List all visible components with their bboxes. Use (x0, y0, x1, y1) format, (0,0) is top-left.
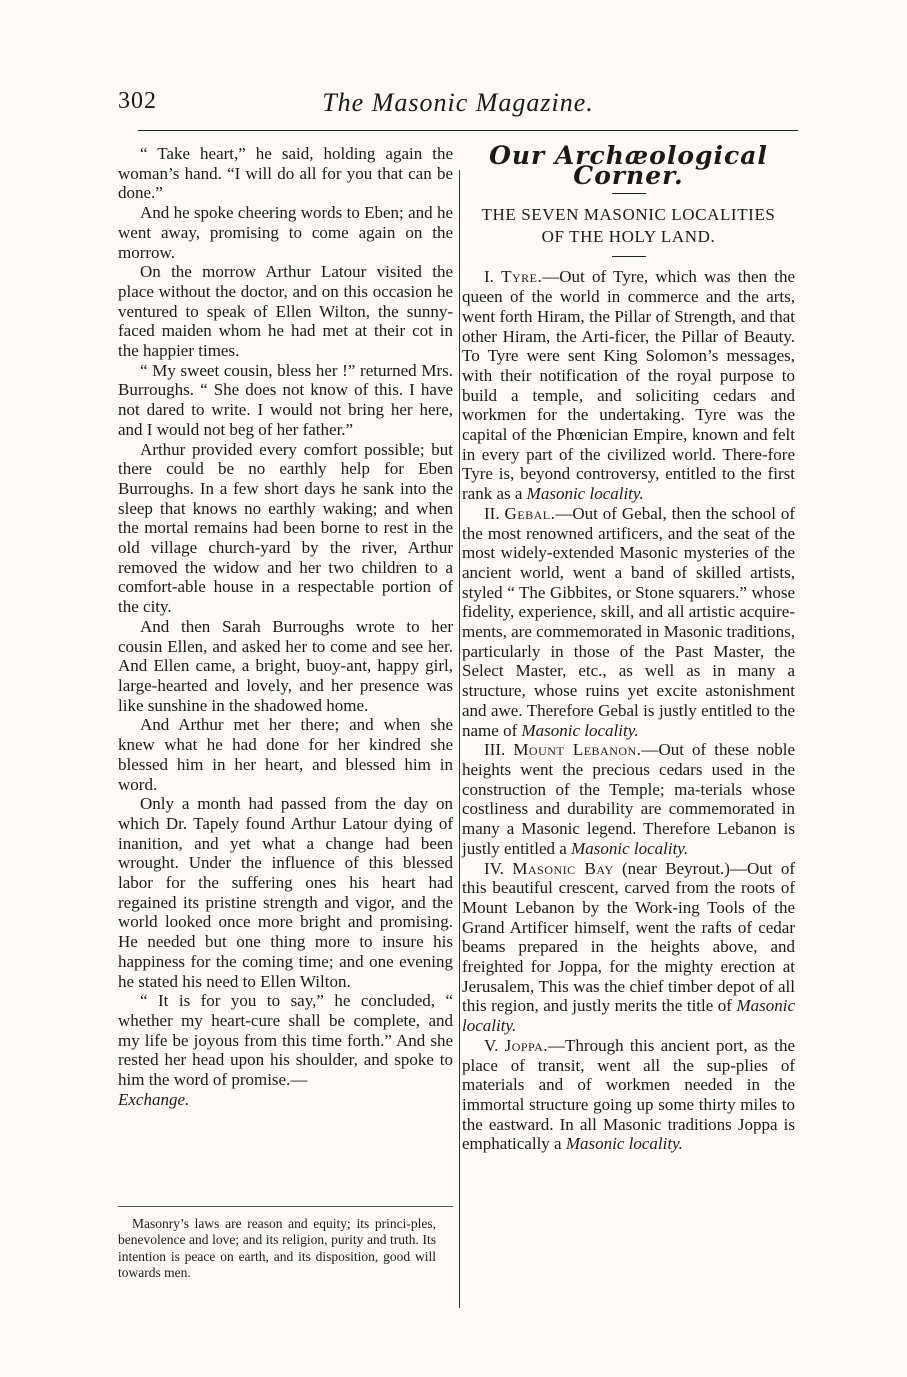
footnote-rule (118, 1206, 453, 1207)
locality-item: III. Mount Lebanon.—Out of these noble heights went the precious cedars used in the construction of the Temple; ma-terials whose costliness and durability are commemorated in many a Masonic legend. Therefore Lebanon is justly entitled a Masonic locality. (462, 740, 796, 858)
column-divider (459, 170, 460, 1308)
paragraph: And Arthur met her there; and when she knew what he had done for her kindred she blessed him in her heart, and blessed him in word. (118, 715, 453, 794)
footnote-text: Masonry’s laws are reason and equity; its princi-ples, benevolence and love; and its religion, purity and truth. Its intention is peace on earth, and its disposition, good will towards men. (118, 1216, 436, 1280)
paragraph: And then Sarah Burroughs wrote to her cousin Ellen, and asked her to come and see her. And Ellen came, a bright, buoy-ant, happy girl, large-hearted and lovely, and her presence was like sunshine in the shadowed home. (118, 616, 453, 715)
locality-name: Masonic Bay (512, 858, 614, 878)
locality-item: I. Tyre.—Out of Tyre, which was then the queen of the world in commerce and the arts, went forth Hiram, the Pillar of Strength, and that other Hiram, the Arti-ficer, the Pillar of Beauty. To Tyre were sent King Solomon’s messages, with their notification of the royal purpose to build a temple, and soliciting cedars and workmen for the undertaking. Tyre was the capital of the Phœnician Empire, known and felt in every part of the civilized world. There-fore Tyre is, beyond controversy, entitled to the first rank as a Masonic locality. (462, 267, 795, 504)
left-column (118, 144, 453, 1109)
paragraph: Arthur provided every comfort possible; but there could be no earthly help for Eben Burroughs. In a few short days he sank into the sleep that knows no earthly waking; and when the mortal remains had been borne to rest in the old village church-yard by the river, Arthur removed the widow and her two children to a comfort-able house in a respectable portion of the city. (118, 439, 453, 617)
paragraph: And he spoke cheering words to Eben; and he went away, promising to come again on the morrow. (118, 203, 453, 262)
running-head: The Masonic Magazine. (322, 88, 594, 117)
article-title-line1: THE SEVEN MASONIC LOCALITIES (481, 205, 776, 225)
locality-name: Joppa. (504, 1035, 549, 1055)
page-header (118, 84, 798, 124)
paragraph: “ My sweet cousin, bless her !” returned Mrs. Burroughs. “ She does not know of this. I have not dared to write. I would not bring her here, and I would not beg of her father.” (118, 360, 453, 439)
locality-item: V. Joppa.—Through this ancient port, as the place of transit, went all the sup-plies of materials and of workmen needed in the immortal structure going up some thirty miles to the eastward. In all Masonic traditions Joppa is emphatically a Masonic locality. (462, 1035, 795, 1154)
paragraph: On the morrow Arthur Latour visited the place without the doctor, and on this occasion he ventured to speak of Ellen Wilton, the sunny-faced maiden whom he had met at their cot in the happier times. (118, 262, 453, 361)
article-title (462, 204, 795, 248)
header-rule (138, 130, 798, 131)
right-column (462, 141, 796, 1154)
locality-item: IV. Masonic Bay (near Beyrout.)—Out of this beautiful crescent, carved from the roots of Mount Lebanon by the Work-ing Tools of the Grand Artificer himself, went the rafts of cedar beams prepared in the heights above, and freighted for Joppa, for the mighty erection at Jerusalem, This was the chief timber depot of all this region, and justly merits the title of Masonic locality. (462, 858, 795, 1036)
paragraph: Only a month had passed from the day on which Dr. Tapely found Arthur Latour dying of inanition, and yet what a change had been wrought. Under the influence of this blessed labor for the suffering ones his heart had regained its pristine strength and vigor, and the world looked once more bright and promising. He needed but one thing more to insure his happiness for the coming time; and one evening he stated his need to Ellen Wilton. (118, 794, 453, 991)
paragraph: “ It is for you to say,” he concluded, “ whether my heart-cure shall be complete, and my life be joyous from this time forth.” And she rested her head upon his shoulder, and spoke to him the word of promise.— (118, 991, 453, 1090)
page-number: 302 (118, 88, 157, 114)
source-credit: Exchange. (118, 1089, 190, 1109)
footnote (118, 1216, 436, 1281)
article-rule (612, 256, 646, 257)
locality-name: Tyre. (501, 267, 543, 287)
locality-name: Mount Lebanon. (513, 740, 642, 760)
locality-name: Gebal. (504, 503, 556, 523)
paragraph: “ Take heart,” he said, holding again the woman’s hand. “I will do all for you that can be done.” (118, 144, 453, 203)
locality-item: II. Gebal.—Out of Gebal, then the school of the most renowned artificers, and the seat of the most widely-extended Masonic mysteries of the ancient world, went a band of skilled artists, styled “ The Gibbites, or Stone squarers.” whose fidelity, experience, skill, and all artistic acquire-ments, are commemorated in Masonic traditions, particularly in those of the Past Master, the Select Master, etc., as well as in many a structure, whose ruins yet excite astonishment and awe. Therefore Gebal is justly entitled to the name of Masonic locality. (462, 503, 796, 740)
article-title-line2: OF THE HOLY LAND. (541, 227, 716, 247)
title-rule (612, 193, 646, 194)
section-title: Our Archæological Corner. (489, 141, 768, 190)
